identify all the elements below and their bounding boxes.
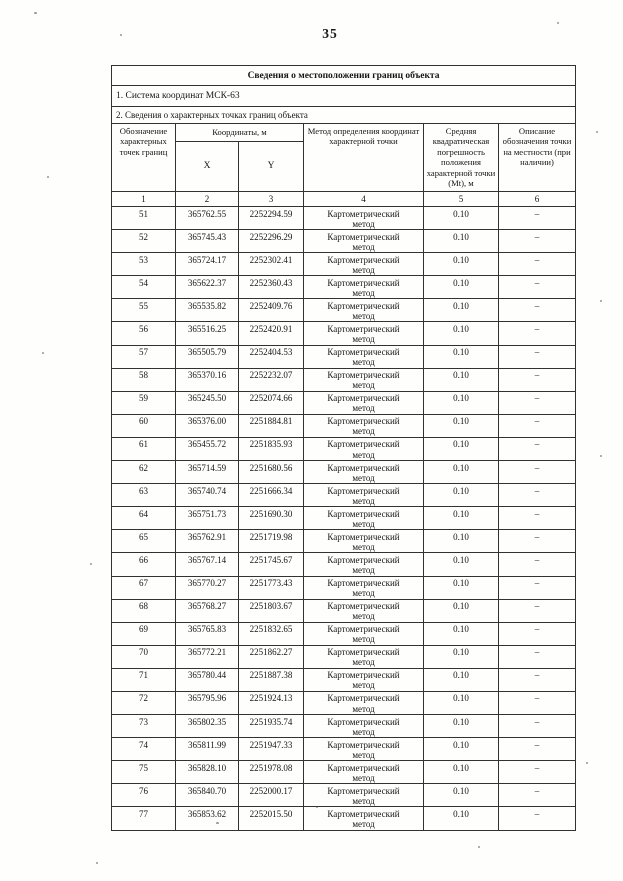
point-method bbox=[304, 691, 424, 714]
point-x: 365772.21 bbox=[176, 645, 239, 668]
point-y: 2252294.59 bbox=[239, 207, 304, 230]
point-method bbox=[304, 784, 424, 807]
point-method-text: Картометрический метод bbox=[327, 277, 400, 298]
point-error: 0.10 bbox=[424, 484, 499, 507]
point-description: – bbox=[499, 807, 576, 830]
point-x: 365828.10 bbox=[176, 761, 239, 784]
point-error: 0.10 bbox=[424, 276, 499, 299]
point-x: 365245.50 bbox=[176, 391, 239, 414]
header-error: Средняя квадратическая погрешность положения характерной точки (Mt), м bbox=[424, 124, 499, 192]
point-number: 56 bbox=[112, 322, 176, 345]
point-method-text: Картометрический метод bbox=[327, 231, 400, 252]
point-y: 2252360.43 bbox=[239, 276, 304, 299]
page-number: 35 bbox=[322, 26, 338, 41]
scan-speck bbox=[96, 862, 98, 864]
point-method bbox=[304, 530, 424, 553]
point-method-text: Картометрический метод bbox=[327, 416, 400, 437]
header-description: Описание обозначения точки на местности (при наличии) bbox=[499, 124, 576, 192]
point-method bbox=[304, 391, 424, 414]
point-number: 72 bbox=[112, 691, 176, 714]
point-method bbox=[304, 437, 424, 460]
point-y: 2252015.50 bbox=[239, 807, 304, 830]
point-x: 365802.35 bbox=[176, 715, 239, 738]
point-description: – bbox=[499, 784, 576, 807]
point-description: – bbox=[499, 345, 576, 368]
table-row bbox=[112, 276, 576, 299]
point-error: 0.10 bbox=[424, 230, 499, 253]
point-number: 59 bbox=[112, 391, 176, 414]
point-error: 0.10 bbox=[424, 599, 499, 622]
table-row bbox=[112, 691, 576, 714]
point-y: 2251745.67 bbox=[239, 553, 304, 576]
point-y: 2251666.34 bbox=[239, 484, 304, 507]
point-description: – bbox=[499, 368, 576, 391]
point-number: 54 bbox=[112, 276, 176, 299]
point-error: 0.10 bbox=[424, 253, 499, 276]
point-method bbox=[304, 553, 424, 576]
point-description: – bbox=[499, 437, 576, 460]
point-description: – bbox=[499, 484, 576, 507]
point-description: – bbox=[499, 253, 576, 276]
scan-speck bbox=[596, 131, 598, 133]
point-description: – bbox=[499, 207, 576, 230]
point-y: 2251835.93 bbox=[239, 437, 304, 460]
point-number: 75 bbox=[112, 761, 176, 784]
point-description: – bbox=[499, 691, 576, 714]
points-body bbox=[112, 207, 576, 831]
point-error: 0.10 bbox=[424, 553, 499, 576]
point-error: 0.10 bbox=[424, 784, 499, 807]
scan-speck bbox=[42, 352, 44, 354]
point-method-text: Картометрический метод bbox=[327, 323, 400, 345]
point-number: 51 bbox=[112, 207, 176, 230]
table-row bbox=[112, 253, 576, 276]
table-row bbox=[112, 345, 576, 368]
table-row bbox=[112, 668, 576, 691]
point-x: 365768.27 bbox=[176, 599, 239, 622]
header-coordinates-group: Координаты, м bbox=[176, 124, 304, 142]
boundary-points-table bbox=[111, 65, 576, 831]
point-x: 365724.17 bbox=[176, 253, 239, 276]
coordinate-system-label: 1. Система координат МСК-63 bbox=[112, 86, 576, 107]
section-2-row bbox=[112, 107, 576, 124]
point-method bbox=[304, 807, 424, 830]
point-error: 0.10 bbox=[424, 368, 499, 391]
point-x: 365745.43 bbox=[176, 230, 239, 253]
scan-speck bbox=[600, 455, 602, 457]
point-y: 2251978.08 bbox=[239, 761, 304, 784]
point-method-text: Картометрический метод bbox=[327, 716, 400, 737]
table-row bbox=[112, 414, 576, 437]
point-number: 74 bbox=[112, 738, 176, 761]
table-row bbox=[112, 461, 576, 484]
point-method-text: Картометрический метод bbox=[327, 439, 400, 460]
point-description: – bbox=[499, 322, 576, 345]
point-error: 0.10 bbox=[424, 299, 499, 322]
point-x: 365376.00 bbox=[176, 414, 239, 437]
header-designation: Обозначение характерных точек границ bbox=[112, 124, 176, 192]
point-y: 2251947.33 bbox=[239, 738, 304, 761]
point-description: – bbox=[499, 668, 576, 691]
point-y: 2252404.53 bbox=[239, 345, 304, 368]
point-y: 2251862.27 bbox=[239, 645, 304, 668]
point-x: 365840.70 bbox=[176, 784, 239, 807]
point-y: 2252420.91 bbox=[239, 322, 304, 345]
point-method bbox=[304, 207, 424, 230]
point-description: – bbox=[499, 599, 576, 622]
point-description: – bbox=[499, 414, 576, 437]
header-y: Y bbox=[239, 142, 304, 192]
point-x: 365740.74 bbox=[176, 484, 239, 507]
point-method bbox=[304, 461, 424, 484]
table-title-row bbox=[112, 66, 576, 86]
table-row bbox=[112, 807, 576, 830]
scan-speck bbox=[47, 176, 49, 178]
point-y: 2251690.30 bbox=[239, 507, 304, 530]
point-x: 365751.73 bbox=[176, 507, 239, 530]
point-x: 365770.27 bbox=[176, 576, 239, 599]
column-number-2: 2 bbox=[176, 192, 239, 207]
point-method-text: Картометрический метод bbox=[327, 554, 400, 575]
point-method bbox=[304, 368, 424, 391]
point-number: 60 bbox=[112, 414, 176, 437]
point-description: – bbox=[499, 738, 576, 761]
table-row bbox=[112, 599, 576, 622]
point-method-text: Картометрический метод bbox=[327, 739, 400, 760]
table-row bbox=[112, 299, 576, 322]
point-number: 77 bbox=[112, 807, 176, 830]
point-error: 0.10 bbox=[424, 668, 499, 691]
point-method bbox=[304, 414, 424, 437]
point-number: 61 bbox=[112, 437, 176, 460]
table-title: Сведения о местоположении границ объекта bbox=[112, 66, 576, 86]
point-y: 2251803.67 bbox=[239, 599, 304, 622]
point-method-text: Картометрический метод bbox=[327, 647, 400, 668]
table-row bbox=[112, 507, 576, 530]
point-x: 365516.25 bbox=[176, 322, 239, 345]
coordinate-system-row bbox=[112, 86, 576, 107]
point-number: 70 bbox=[112, 645, 176, 668]
scan-speck bbox=[557, 22, 559, 24]
point-method-text: Картометрический метод bbox=[327, 347, 400, 368]
point-method bbox=[304, 345, 424, 368]
point-x: 365455.72 bbox=[176, 437, 239, 460]
point-number: 57 bbox=[112, 345, 176, 368]
table-row bbox=[112, 322, 576, 345]
table-row bbox=[112, 437, 576, 460]
point-y: 2251719.98 bbox=[239, 530, 304, 553]
point-number: 55 bbox=[112, 299, 176, 322]
point-number: 73 bbox=[112, 715, 176, 738]
point-x: 365714.59 bbox=[176, 461, 239, 484]
point-number: 62 bbox=[112, 461, 176, 484]
point-error: 0.10 bbox=[424, 414, 499, 437]
point-x: 365762.55 bbox=[176, 207, 239, 230]
table-row bbox=[112, 576, 576, 599]
table-row bbox=[112, 761, 576, 784]
point-description: – bbox=[499, 391, 576, 414]
point-y: 2251935.74 bbox=[239, 715, 304, 738]
point-method bbox=[304, 599, 424, 622]
point-description: – bbox=[499, 761, 576, 784]
point-y: 2252000.17 bbox=[239, 784, 304, 807]
point-x: 365370.16 bbox=[176, 368, 239, 391]
point-number: 67 bbox=[112, 576, 176, 599]
point-method-text: Картометрический метод bbox=[327, 785, 400, 806]
scan-speck bbox=[90, 563, 92, 565]
point-method-text: Картометрический метод bbox=[327, 370, 400, 391]
scan-speck bbox=[478, 846, 480, 848]
table-row bbox=[112, 784, 576, 807]
point-y: 2252409.76 bbox=[239, 299, 304, 322]
scan-speck bbox=[316, 806, 318, 808]
point-method-text: Картометрический метод bbox=[327, 208, 400, 229]
table-row bbox=[112, 738, 576, 761]
point-method-text: Картометрический метод bbox=[327, 670, 400, 691]
point-method-text: Картометрический метод bbox=[327, 300, 400, 321]
point-number: 65 bbox=[112, 530, 176, 553]
point-method-text: Картометрический метод bbox=[327, 393, 400, 414]
point-y: 2251887.38 bbox=[239, 668, 304, 691]
table-row bbox=[112, 391, 576, 414]
point-y: 2252074.66 bbox=[239, 391, 304, 414]
point-method-text: Картометрический метод bbox=[327, 601, 400, 622]
point-error: 0.10 bbox=[424, 576, 499, 599]
point-method-text: Картометрический метод bbox=[327, 693, 400, 714]
point-method bbox=[304, 645, 424, 668]
point-number: 63 bbox=[112, 484, 176, 507]
point-error: 0.10 bbox=[424, 322, 499, 345]
point-error: 0.10 bbox=[424, 691, 499, 714]
point-description: – bbox=[499, 276, 576, 299]
point-number: 71 bbox=[112, 668, 176, 691]
point-method-text: Картометрический метод bbox=[327, 508, 400, 529]
point-error: 0.10 bbox=[424, 461, 499, 484]
point-error: 0.10 bbox=[424, 530, 499, 553]
point-y: 2252232.07 bbox=[239, 368, 304, 391]
point-x: 365762.91 bbox=[176, 530, 239, 553]
point-y: 2251680.56 bbox=[239, 461, 304, 484]
point-description: – bbox=[499, 715, 576, 738]
point-error: 0.10 bbox=[424, 715, 499, 738]
point-description: – bbox=[499, 507, 576, 530]
point-error: 0.10 bbox=[424, 437, 499, 460]
scan-speck bbox=[600, 300, 602, 302]
header-method: Метод определения координат характерной точки bbox=[304, 124, 424, 192]
point-number: 68 bbox=[112, 599, 176, 622]
point-x: 365811.99 bbox=[176, 738, 239, 761]
point-method bbox=[304, 576, 424, 599]
point-method-text: Картометрический метод bbox=[327, 485, 400, 506]
point-y: 2251924.13 bbox=[239, 691, 304, 714]
table-header-row bbox=[112, 124, 576, 142]
point-x: 365765.83 bbox=[176, 622, 239, 645]
point-method bbox=[304, 668, 424, 691]
point-method-text: Картометрический метод bbox=[327, 762, 400, 783]
table-row bbox=[112, 530, 576, 553]
point-method-text: Картометрический метод bbox=[327, 254, 400, 275]
scan-speck bbox=[586, 762, 588, 764]
point-method bbox=[304, 230, 424, 253]
table-row bbox=[112, 645, 576, 668]
table-row bbox=[112, 207, 576, 230]
point-error: 0.10 bbox=[424, 391, 499, 414]
point-method-text: Картометрический метод bbox=[327, 531, 400, 552]
point-method bbox=[304, 276, 424, 299]
scan-speck bbox=[216, 822, 219, 824]
point-x: 365622.37 bbox=[176, 276, 239, 299]
point-method bbox=[304, 622, 424, 645]
scan-speck bbox=[34, 12, 37, 14]
point-method bbox=[304, 738, 424, 761]
point-method bbox=[304, 507, 424, 530]
point-error: 0.10 bbox=[424, 645, 499, 668]
point-error: 0.10 bbox=[424, 207, 499, 230]
point-description: – bbox=[499, 622, 576, 645]
point-error: 0.10 bbox=[424, 761, 499, 784]
table-row bbox=[112, 484, 576, 507]
point-number: 52 bbox=[112, 230, 176, 253]
point-x: 365535.82 bbox=[176, 299, 239, 322]
point-number: 64 bbox=[112, 507, 176, 530]
section-2-label: 2. Сведения о характерных точках границ объекта bbox=[112, 107, 576, 124]
table-row bbox=[112, 230, 576, 253]
point-number: 69 bbox=[112, 622, 176, 645]
table-row bbox=[112, 368, 576, 391]
column-number-4: 4 bbox=[304, 192, 424, 207]
point-number: 76 bbox=[112, 784, 176, 807]
point-method-text: Картометрический метод bbox=[327, 624, 400, 645]
header-x: X bbox=[176, 142, 239, 192]
point-method bbox=[304, 761, 424, 784]
point-description: – bbox=[499, 576, 576, 599]
point-x: 365505.79 bbox=[176, 345, 239, 368]
point-method-text: Картометрический метод bbox=[327, 462, 400, 483]
point-y: 2251832.65 bbox=[239, 622, 304, 645]
point-y: 2251884.81 bbox=[239, 414, 304, 437]
point-number: 58 bbox=[112, 368, 176, 391]
point-x: 365795.96 bbox=[176, 691, 239, 714]
point-number: 66 bbox=[112, 553, 176, 576]
point-error: 0.10 bbox=[424, 507, 499, 530]
point-description: – bbox=[499, 530, 576, 553]
point-y: 2252302.41 bbox=[239, 253, 304, 276]
table-row bbox=[112, 715, 576, 738]
point-x: 365767.14 bbox=[176, 553, 239, 576]
point-method bbox=[304, 322, 424, 345]
column-number-6: 6 bbox=[499, 192, 576, 207]
column-number-1: 1 bbox=[112, 192, 176, 207]
point-description: – bbox=[499, 461, 576, 484]
point-method-text: Картометрический метод bbox=[327, 808, 400, 830]
point-number: 53 bbox=[112, 253, 176, 276]
table-row bbox=[112, 622, 576, 645]
point-error: 0.10 bbox=[424, 738, 499, 761]
point-description: – bbox=[499, 299, 576, 322]
point-error: 0.10 bbox=[424, 807, 499, 830]
point-description: – bbox=[499, 645, 576, 668]
point-description: – bbox=[499, 553, 576, 576]
point-error: 0.10 bbox=[424, 622, 499, 645]
point-method bbox=[304, 715, 424, 738]
point-x: 365780.44 bbox=[176, 668, 239, 691]
point-x: 365853.62 bbox=[176, 807, 239, 830]
point-error: 0.10 bbox=[424, 345, 499, 368]
point-description: – bbox=[499, 230, 576, 253]
scan-speck bbox=[120, 34, 122, 36]
table-row bbox=[112, 553, 576, 576]
point-y: 2252296.29 bbox=[239, 230, 304, 253]
point-method-text: Картометрический метод bbox=[327, 578, 400, 599]
point-method bbox=[304, 484, 424, 507]
point-method bbox=[304, 253, 424, 276]
point-method bbox=[304, 299, 424, 322]
column-number-5: 5 bbox=[424, 192, 499, 207]
point-y: 2251773.43 bbox=[239, 576, 304, 599]
column-number-3: 3 bbox=[239, 192, 304, 207]
column-numbers-row bbox=[112, 192, 576, 207]
